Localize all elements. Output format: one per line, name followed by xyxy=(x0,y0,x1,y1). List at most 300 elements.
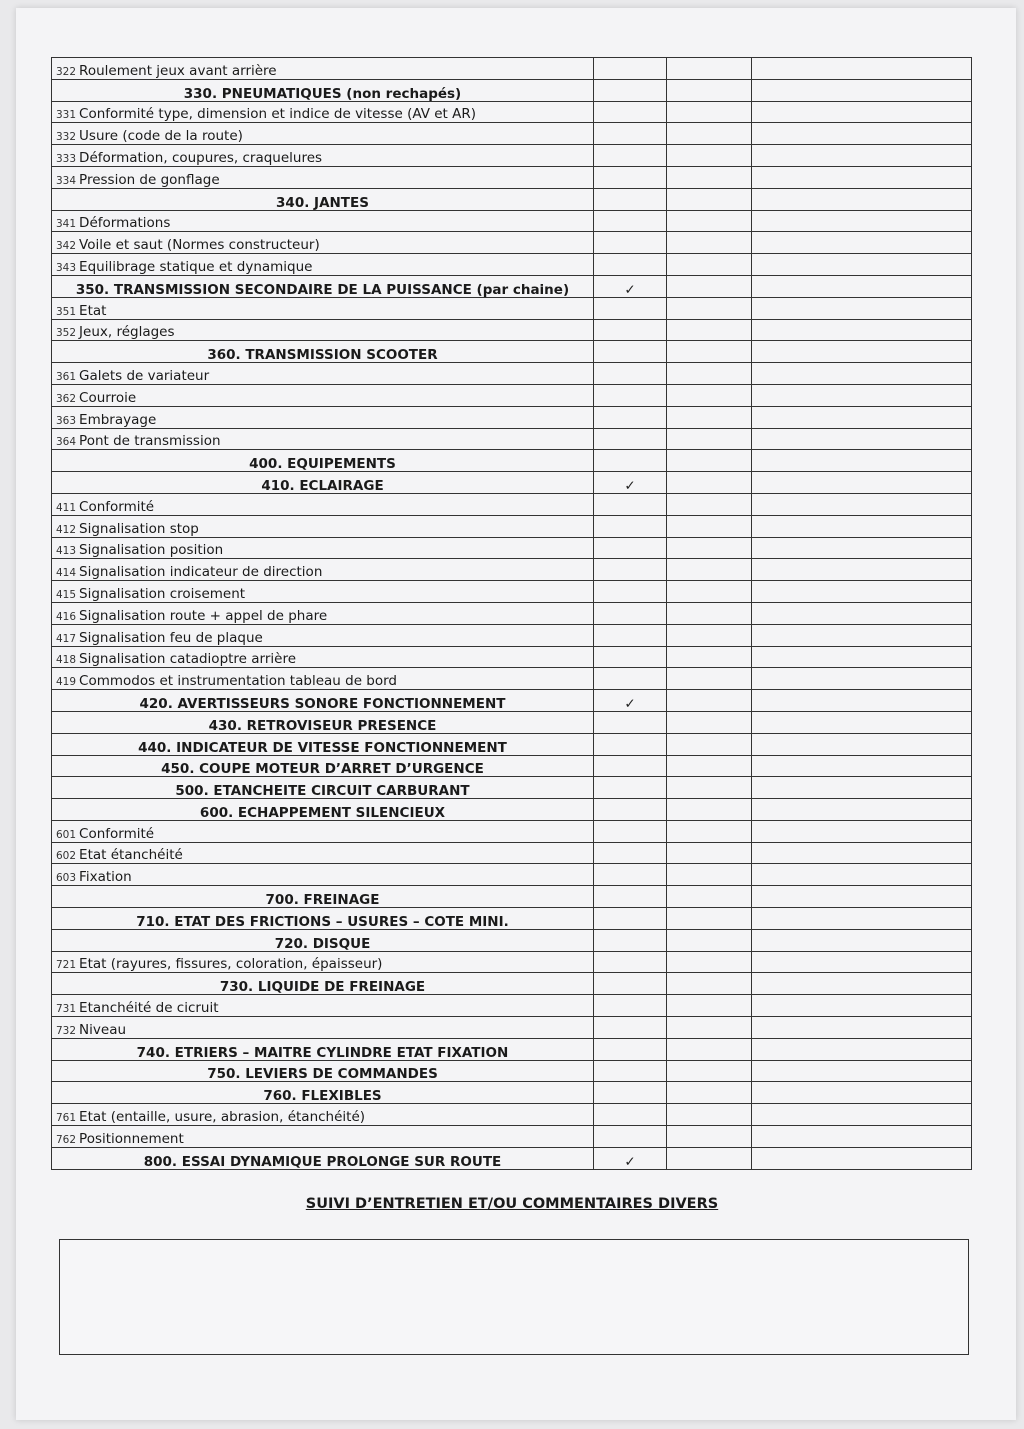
remark-cell[interactable] xyxy=(752,886,972,908)
item-number: 412 xyxy=(56,523,77,536)
result-cell[interactable] xyxy=(667,493,752,515)
item-label: Embrayage xyxy=(79,411,157,428)
remark-cell[interactable] xyxy=(752,145,972,167)
remark-cell[interactable] xyxy=(752,646,972,668)
result-cell[interactable] xyxy=(667,1147,752,1169)
remark-cell[interactable] xyxy=(752,166,972,188)
item-cell xyxy=(52,537,594,559)
check-cell[interactable] xyxy=(594,450,667,472)
result-cell[interactable] xyxy=(667,1082,752,1104)
check-cell[interactable] xyxy=(594,733,667,755)
section-heading: 700. FREINAGE xyxy=(52,886,594,908)
comments-box[interactable] xyxy=(59,1239,969,1355)
checklist-body xyxy=(52,58,972,1170)
check-cell[interactable] xyxy=(594,58,667,80)
result-cell[interactable] xyxy=(667,515,752,537)
result-cell[interactable] xyxy=(667,646,752,668)
result-cell[interactable] xyxy=(667,166,752,188)
item-label: Galets de variateur xyxy=(79,367,210,384)
item-label: Etat (entaille, usure, abrasion, étanchéité) xyxy=(79,1109,366,1126)
item-label: Conformité type, dimension et indice de vitesse (AV et AR) xyxy=(79,106,477,123)
section-heading: 600. ECHAPPEMENT SILENCIEUX xyxy=(52,799,594,821)
check-cell[interactable] xyxy=(594,1104,667,1126)
result-cell[interactable] xyxy=(667,602,752,624)
remark-cell[interactable] xyxy=(752,755,972,777)
remark-cell[interactable] xyxy=(752,384,972,406)
result-cell[interactable] xyxy=(667,319,752,341)
result-cell[interactable] xyxy=(667,995,752,1017)
item-label: Signalisation feu de plaque xyxy=(79,629,263,646)
item-number: 419 xyxy=(56,676,77,689)
result-cell[interactable] xyxy=(667,406,752,428)
item-row xyxy=(52,1104,972,1126)
remark-cell[interactable] xyxy=(752,733,972,755)
section-heading: 440. INDICATEUR DE VITESSE FONCTIONNEMENT xyxy=(52,733,594,755)
remark-cell[interactable] xyxy=(752,58,972,80)
check-cell[interactable] xyxy=(594,341,667,363)
check-cell[interactable] xyxy=(594,210,667,232)
item-number: 601 xyxy=(56,828,77,841)
item-cell xyxy=(52,58,594,80)
item-row xyxy=(52,101,972,123)
item-number: 411 xyxy=(56,501,77,514)
check-cell[interactable] xyxy=(594,493,667,515)
check-cell[interactable] xyxy=(594,428,667,450)
item-cell xyxy=(52,254,594,276)
item-row xyxy=(52,428,972,450)
item-label: Positionnement xyxy=(79,1130,184,1147)
check-cell[interactable]: ✓ xyxy=(594,1147,667,1169)
section-heading: 410. ECLAIRAGE xyxy=(52,472,594,494)
item-label: Signalisation catadioptre arrière xyxy=(79,651,297,668)
remark-cell[interactable] xyxy=(752,472,972,494)
check-cell[interactable]: ✓ xyxy=(594,690,667,712)
section-row xyxy=(52,690,972,712)
result-cell[interactable] xyxy=(667,973,752,995)
item-row xyxy=(52,559,972,581)
section-heading: 350. TRANSMISSION SECONDAIRE DE LA PUISSANCE (par chaine) xyxy=(52,275,594,297)
remark-cell[interactable] xyxy=(752,624,972,646)
check-cell[interactable] xyxy=(594,886,667,908)
check-cell[interactable] xyxy=(594,973,667,995)
inspection-checklist-table xyxy=(51,57,972,1170)
remark-cell[interactable] xyxy=(752,123,972,145)
item-number: 415 xyxy=(56,588,77,601)
section-row xyxy=(52,472,972,494)
item-cell xyxy=(52,995,594,1017)
item-label: Pression de gonflage xyxy=(79,171,220,188)
result-cell[interactable] xyxy=(667,79,752,101)
item-cell xyxy=(52,646,594,668)
result-cell[interactable] xyxy=(667,929,752,951)
result-cell[interactable] xyxy=(667,450,752,472)
item-row xyxy=(52,254,972,276)
remark-cell[interactable] xyxy=(752,1126,972,1148)
remark-cell[interactable] xyxy=(752,581,972,603)
item-cell xyxy=(52,493,594,515)
item-label: Signalisation position xyxy=(79,542,224,559)
item-label: Etat étanchéité xyxy=(79,847,183,864)
item-number: 363 xyxy=(56,414,77,427)
item-row xyxy=(52,1126,972,1148)
result-cell[interactable] xyxy=(667,297,752,319)
item-cell xyxy=(52,1126,594,1148)
remark-cell[interactable] xyxy=(752,1082,972,1104)
section-row xyxy=(52,886,972,908)
section-heading: 430. RETROVISEUR PRESENCE xyxy=(52,711,594,733)
remark-cell[interactable] xyxy=(752,690,972,712)
item-cell xyxy=(52,297,594,319)
item-label: Voile et saut (Normes constructeur) xyxy=(79,237,320,254)
remark-cell[interactable] xyxy=(752,602,972,624)
item-row xyxy=(52,210,972,232)
item-number: 333 xyxy=(56,152,77,165)
item-number: 352 xyxy=(56,327,77,340)
check-cell[interactable] xyxy=(594,929,667,951)
section-row xyxy=(52,79,972,101)
section-row xyxy=(52,799,972,821)
item-cell xyxy=(52,842,594,864)
item-row xyxy=(52,668,972,690)
result-cell[interactable] xyxy=(667,733,752,755)
section-row xyxy=(52,275,972,297)
result-cell[interactable] xyxy=(667,254,752,276)
result-cell[interactable] xyxy=(667,123,752,145)
result-cell[interactable] xyxy=(667,275,752,297)
result-cell[interactable] xyxy=(667,210,752,232)
result-cell[interactable] xyxy=(667,799,752,821)
section-row xyxy=(52,733,972,755)
item-number: 341 xyxy=(56,218,77,231)
section-row xyxy=(52,777,972,799)
item-label: Déformations xyxy=(79,215,171,232)
check-cell[interactable] xyxy=(594,755,667,777)
check-cell[interactable] xyxy=(594,537,667,559)
item-number: 731 xyxy=(56,1003,77,1016)
item-label: Conformité xyxy=(79,825,155,842)
remark-cell[interactable] xyxy=(752,973,972,995)
check-cell[interactable] xyxy=(594,384,667,406)
remark-cell[interactable] xyxy=(752,210,972,232)
item-label: Etat xyxy=(79,302,107,319)
check-cell[interactable] xyxy=(594,1060,667,1082)
result-cell[interactable] xyxy=(667,886,752,908)
check-cell[interactable] xyxy=(594,166,667,188)
remark-cell[interactable] xyxy=(752,254,972,276)
remark-cell[interactable] xyxy=(752,232,972,254)
result-cell[interactable] xyxy=(667,341,752,363)
section-row xyxy=(52,450,972,472)
check-cell[interactable] xyxy=(594,363,667,385)
remark-cell[interactable] xyxy=(752,1017,972,1039)
result-cell[interactable] xyxy=(667,951,752,973)
result-cell[interactable] xyxy=(667,58,752,80)
result-cell[interactable] xyxy=(667,232,752,254)
remark-cell[interactable] xyxy=(752,842,972,864)
section-row xyxy=(52,973,972,995)
item-row xyxy=(52,1017,972,1039)
remark-cell[interactable] xyxy=(752,428,972,450)
item-label: Signalisation stop xyxy=(79,520,199,537)
check-cell[interactable]: ✓ xyxy=(594,472,667,494)
remark-cell[interactable] xyxy=(752,951,972,973)
item-row xyxy=(52,145,972,167)
result-cell[interactable] xyxy=(667,145,752,167)
result-cell[interactable] xyxy=(667,1126,752,1148)
result-cell[interactable] xyxy=(667,842,752,864)
section-heading: 730. LIQUIDE DE FREINAGE xyxy=(52,973,594,995)
item-cell xyxy=(52,363,594,385)
result-cell[interactable] xyxy=(667,1060,752,1082)
check-cell[interactable]: ✓ xyxy=(594,275,667,297)
item-label: Signalisation indicateur de direction xyxy=(79,564,323,581)
remark-cell[interactable] xyxy=(752,777,972,799)
item-row xyxy=(52,406,972,428)
item-row xyxy=(52,951,972,973)
item-row xyxy=(52,493,972,515)
item-number: 322 xyxy=(56,65,77,78)
remark-cell[interactable] xyxy=(752,406,972,428)
result-cell[interactable] xyxy=(667,755,752,777)
item-row xyxy=(52,297,972,319)
check-cell[interactable] xyxy=(594,711,667,733)
result-cell[interactable] xyxy=(667,624,752,646)
section-heading: 420. AVERTISSEURS SONORE FONCTIONNEMENT xyxy=(52,690,594,712)
item-row xyxy=(52,232,972,254)
item-number: 342 xyxy=(56,240,77,253)
check-cell[interactable] xyxy=(594,406,667,428)
item-cell xyxy=(52,515,594,537)
remark-cell[interactable] xyxy=(752,363,972,385)
remark-cell[interactable] xyxy=(752,799,972,821)
item-cell xyxy=(52,559,594,581)
item-number: 334 xyxy=(56,174,77,187)
check-cell[interactable] xyxy=(594,624,667,646)
result-cell[interactable] xyxy=(667,472,752,494)
item-cell xyxy=(52,232,594,254)
section-row xyxy=(52,1082,972,1104)
item-number: 362 xyxy=(56,392,77,405)
section-row xyxy=(52,1147,972,1169)
section-row xyxy=(52,188,972,210)
item-number: 414 xyxy=(56,567,77,580)
item-label: Conformité xyxy=(79,498,155,515)
result-cell[interactable] xyxy=(667,384,752,406)
check-cell[interactable] xyxy=(594,79,667,101)
item-label: Usure (code de la route) xyxy=(79,128,243,145)
result-cell[interactable] xyxy=(667,820,752,842)
item-cell xyxy=(52,166,594,188)
item-cell xyxy=(52,145,594,167)
item-cell xyxy=(52,581,594,603)
item-number: 603 xyxy=(56,872,77,885)
remark-cell[interactable] xyxy=(752,319,972,341)
remark-cell[interactable] xyxy=(752,929,972,951)
item-row xyxy=(52,842,972,864)
section-row xyxy=(52,1060,972,1082)
check-cell[interactable] xyxy=(594,559,667,581)
check-cell[interactable] xyxy=(594,951,667,973)
check-cell[interactable] xyxy=(594,1038,667,1060)
result-cell[interactable] xyxy=(667,1017,752,1039)
result-cell[interactable] xyxy=(667,101,752,123)
result-cell[interactable] xyxy=(667,559,752,581)
item-row xyxy=(52,624,972,646)
check-cell[interactable] xyxy=(594,232,667,254)
result-cell[interactable] xyxy=(667,1038,752,1060)
check-cell[interactable] xyxy=(594,646,667,668)
item-number: 732 xyxy=(56,1024,77,1037)
item-number: 413 xyxy=(56,545,77,558)
item-label: Roulement jeux avant arrière xyxy=(79,62,277,79)
result-cell[interactable] xyxy=(667,188,752,210)
section-heading: 330. PNEUMATIQUES (non rechapés) xyxy=(52,79,594,101)
item-cell xyxy=(52,406,594,428)
item-label: Etat (rayures, fissures, coloration, épaisseur) xyxy=(79,956,383,973)
item-cell xyxy=(52,1104,594,1126)
item-label: Commodos et instrumentation tableau de bord xyxy=(79,673,397,690)
remark-cell[interactable] xyxy=(752,493,972,515)
remark-cell[interactable] xyxy=(752,537,972,559)
result-cell[interactable] xyxy=(667,1104,752,1126)
item-cell xyxy=(52,428,594,450)
item-cell xyxy=(52,602,594,624)
item-number: 331 xyxy=(56,109,77,122)
result-cell[interactable] xyxy=(667,777,752,799)
item-number: 721 xyxy=(56,959,77,972)
remark-cell[interactable] xyxy=(752,450,972,472)
item-row xyxy=(52,995,972,1017)
result-cell[interactable] xyxy=(667,668,752,690)
check-cell[interactable] xyxy=(594,995,667,1017)
remark-cell[interactable] xyxy=(752,188,972,210)
item-label: Courroie xyxy=(79,389,137,406)
result-cell[interactable] xyxy=(667,363,752,385)
result-cell[interactable] xyxy=(667,581,752,603)
item-label: Pont de transmission xyxy=(79,433,221,450)
item-row xyxy=(52,820,972,842)
check-cell[interactable] xyxy=(594,1126,667,1148)
remark-cell[interactable] xyxy=(752,275,972,297)
check-cell[interactable] xyxy=(594,820,667,842)
remark-cell[interactable] xyxy=(752,1104,972,1126)
item-cell xyxy=(52,384,594,406)
section-row xyxy=(52,755,972,777)
item-cell xyxy=(52,864,594,886)
remark-cell[interactable] xyxy=(752,1060,972,1082)
check-cell[interactable] xyxy=(594,908,667,930)
remark-cell[interactable] xyxy=(752,995,972,1017)
remark-cell[interactable] xyxy=(752,559,972,581)
section-row xyxy=(52,929,972,951)
item-label: Signalisation croisement xyxy=(79,585,246,602)
item-number: 351 xyxy=(56,305,77,318)
remark-cell[interactable] xyxy=(752,908,972,930)
check-cell[interactable] xyxy=(594,581,667,603)
item-cell xyxy=(52,820,594,842)
item-number: 416 xyxy=(56,610,77,623)
result-cell[interactable] xyxy=(667,428,752,450)
check-cell[interactable] xyxy=(594,297,667,319)
check-cell[interactable] xyxy=(594,101,667,123)
check-cell[interactable] xyxy=(594,864,667,886)
item-label: Jeux, réglages xyxy=(79,324,175,341)
remark-cell[interactable] xyxy=(752,341,972,363)
item-row xyxy=(52,581,972,603)
item-row xyxy=(52,515,972,537)
item-label: Equilibrage statique et dynamique xyxy=(79,258,313,275)
item-label: Niveau xyxy=(79,1021,127,1038)
check-cell[interactable] xyxy=(594,799,667,821)
maintenance-comments-title: SUIVI D’ENTRETIEN ET/OU COMMENTAIRES DIVERS xyxy=(305,1196,719,1212)
check-cell[interactable] xyxy=(594,319,667,341)
remark-cell[interactable] xyxy=(752,1038,972,1060)
check-cell[interactable] xyxy=(594,1017,667,1039)
result-cell[interactable] xyxy=(667,908,752,930)
result-cell[interactable] xyxy=(667,864,752,886)
section-row xyxy=(52,908,972,930)
check-cell[interactable] xyxy=(594,145,667,167)
item-row xyxy=(52,384,972,406)
check-cell[interactable] xyxy=(594,668,667,690)
item-number: 761 xyxy=(56,1112,77,1125)
section-heading: 450. COUPE MOTEUR D’ARRET D’URGENCE xyxy=(52,755,594,777)
section-heading: 360. TRANSMISSION SCOOTER xyxy=(52,341,594,363)
remark-cell[interactable] xyxy=(752,864,972,886)
item-label: Déformation, coupures, craquelures xyxy=(79,149,323,166)
result-cell[interactable] xyxy=(667,537,752,559)
section-heading: 400. EQUIPEMENTS xyxy=(52,450,594,472)
remark-cell[interactable] xyxy=(752,297,972,319)
item-row xyxy=(52,123,972,145)
check-cell[interactable] xyxy=(594,777,667,799)
remark-cell[interactable] xyxy=(752,668,972,690)
item-row xyxy=(52,646,972,668)
section-heading: 800. ESSAI DYNAMIQUE PROLONGE SUR ROUTE xyxy=(52,1147,594,1169)
item-row xyxy=(52,537,972,559)
item-row xyxy=(52,58,972,80)
remark-cell[interactable] xyxy=(752,79,972,101)
remark-cell[interactable] xyxy=(752,101,972,123)
check-cell[interactable] xyxy=(594,602,667,624)
item-label: Fixation xyxy=(79,869,132,886)
check-cell[interactable] xyxy=(594,188,667,210)
remark-cell[interactable] xyxy=(752,711,972,733)
item-cell xyxy=(52,319,594,341)
check-cell[interactable] xyxy=(594,123,667,145)
result-cell[interactable] xyxy=(667,711,752,733)
item-cell xyxy=(52,210,594,232)
item-row xyxy=(52,864,972,886)
check-cell[interactable] xyxy=(594,1082,667,1104)
item-cell xyxy=(52,951,594,973)
item-cell xyxy=(52,123,594,145)
remark-cell[interactable] xyxy=(752,515,972,537)
item-row xyxy=(52,363,972,385)
item-number: 602 xyxy=(56,850,77,863)
section-heading: 720. DISQUE xyxy=(52,929,594,951)
item-cell xyxy=(52,101,594,123)
check-cell[interactable] xyxy=(594,515,667,537)
item-cell xyxy=(52,624,594,646)
section-heading: 340. JANTES xyxy=(52,188,594,210)
remark-cell[interactable] xyxy=(752,820,972,842)
check-cell[interactable] xyxy=(594,254,667,276)
remark-cell[interactable] xyxy=(752,1147,972,1169)
item-label: Signalisation route + appel de phare xyxy=(79,607,328,624)
check-cell[interactable] xyxy=(594,842,667,864)
result-cell[interactable] xyxy=(667,690,752,712)
